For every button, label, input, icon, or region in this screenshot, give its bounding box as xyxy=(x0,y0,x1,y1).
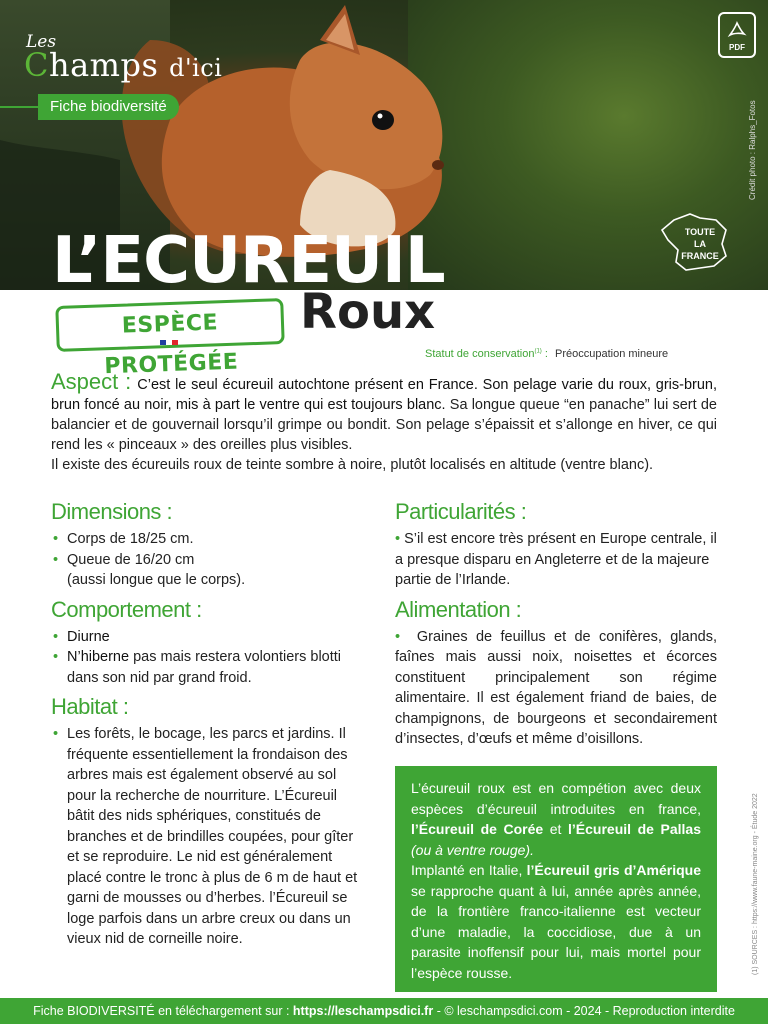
protected-species-stamp: ESPÈCE PROTÉGÉE xyxy=(55,298,284,352)
sources-note: (1) SOURCES : https://www.faune-maine.org - Étude 2022 xyxy=(752,793,759,975)
habitat-heading: Habitat : xyxy=(51,694,129,719)
list-item: • Diurne xyxy=(51,627,365,648)
comportement-heading: Comportement : xyxy=(51,596,202,622)
competition-callout: L’écureuil roux est en compétion avec deux espèces d’écureuil introduites en france, l’Écureuil de Corée et l’Écureuil de Pallas (ou à ventre rouge). Implanté en Italie, l’Écureuil gris d’Amérique se rapproche quant à lui, année après année, de la frontière franco-italienne est vecteur d’une maladie, la coccidiose, due à un parasite inoffensif pour lui, mais mortel pour l’espèce rousse. xyxy=(395,766,717,992)
conservation-status-value: Préoccupation mineure xyxy=(555,348,669,360)
aspect-text-main: C’est le seul écureuil autochtone présent en France. Son pelage varie du roux, gris-brun, brun foncé au noir, mis à part le ventre qui est toujours blanc. xyxy=(51,377,717,413)
footer-link[interactable]: https://leschampsdici.fr xyxy=(292,1004,434,1018)
french-flag-icon xyxy=(160,340,178,345)
list-item: • Les forêts, le bocage, les parcs et jardins. Il fréquente essentiellement la frondaison des arbres mais est également observé au sol pour la recherche de nourriture. L’Écureuil bâtit des nids sphériques, constitués de branches et de brindilles coupées, pour gîter et se reproduire. Le nid est généralement placé contre le tronc à plus de 6 m de haut et garni de mousses ou d’herbes. l’Écureuil se loge parfois dans un arbre creux ou dans un vieux nid de corneille noire. xyxy=(51,724,365,950)
aspect-heading: Aspect : xyxy=(51,369,132,394)
brand-logo[interactable] xyxy=(24,28,284,98)
fiche-badge: Fiche biodiversité xyxy=(38,94,179,120)
page-title: L’ECUREUIL xyxy=(52,224,445,298)
comportement-list xyxy=(51,627,365,689)
alimentation-text: • Graines de feuillus et de conifères, glands, faînes mais aussi noix, noisettes et écorces constituent principalement son régime alimentaire. Il est également friand de baies, de champignons, de bourgeons et secondairement d’insectes, d’œufs et même d’oisillons. xyxy=(395,628,717,747)
pdf-label: PDF xyxy=(729,43,745,52)
list-item: • N’hiberne pas mais restera volontiers blotti dans son nid par grand froid. xyxy=(51,647,365,688)
list-item: • Corps de 18/25 cm. xyxy=(51,529,365,550)
dimensions-list xyxy=(51,529,365,591)
aspect-text-secondary: Sa longue queue “en panache” lui sert de balancier et de gouvernail lorsqu’il grimpe ou bondit. Son pelage s’épaissit et s’allonge en hiver, ce qui rend les « pinceaux » des oreilles plus visibles. xyxy=(51,397,717,453)
logo-les: Les xyxy=(26,32,57,52)
pdf-download-button[interactable] xyxy=(718,12,756,58)
logo-wordmark: Champs d'ici xyxy=(24,46,223,84)
france-tag-text: TOUTE LA FRANCE xyxy=(681,227,719,261)
habitat-list xyxy=(51,724,365,950)
list-item: • Queue de 16/20 cm (aussi longue que le corps). xyxy=(51,550,365,591)
particularites-text: • S’il est encore très présent en Europe centrale, il a presque disparu en Angleterre et de la majeure partie de l’Irlande. xyxy=(395,531,717,588)
particularites-heading: Particularités : xyxy=(395,499,527,524)
conservation-status: Statut de conservation$^{(1)}$ : Préoccupation mineure xyxy=(425,348,669,360)
dimensions-heading: Dimensions : xyxy=(51,499,173,524)
alimentation-heading: Alimentation : xyxy=(395,596,522,622)
aspect-section xyxy=(51,369,717,475)
left-column xyxy=(51,497,365,950)
photo-credit: Crédit photo : Ralphs_Fotos xyxy=(748,100,757,200)
right-column xyxy=(395,497,717,750)
footer: Fiche BIODIVERSITÉ en téléchargement sur : https://leschampsdici.fr - © leschampsdici.com - 2024 - Reproduction interdite xyxy=(0,998,768,1024)
aspect-text-note: Il existe des écureuils roux de teinte sombre à noire, plutôt localisés en altitude (ventre blanc). xyxy=(51,457,654,473)
page-subtitle: Roux xyxy=(300,284,436,340)
france-map-badge xyxy=(656,210,736,274)
pdf-icon xyxy=(727,20,747,40)
